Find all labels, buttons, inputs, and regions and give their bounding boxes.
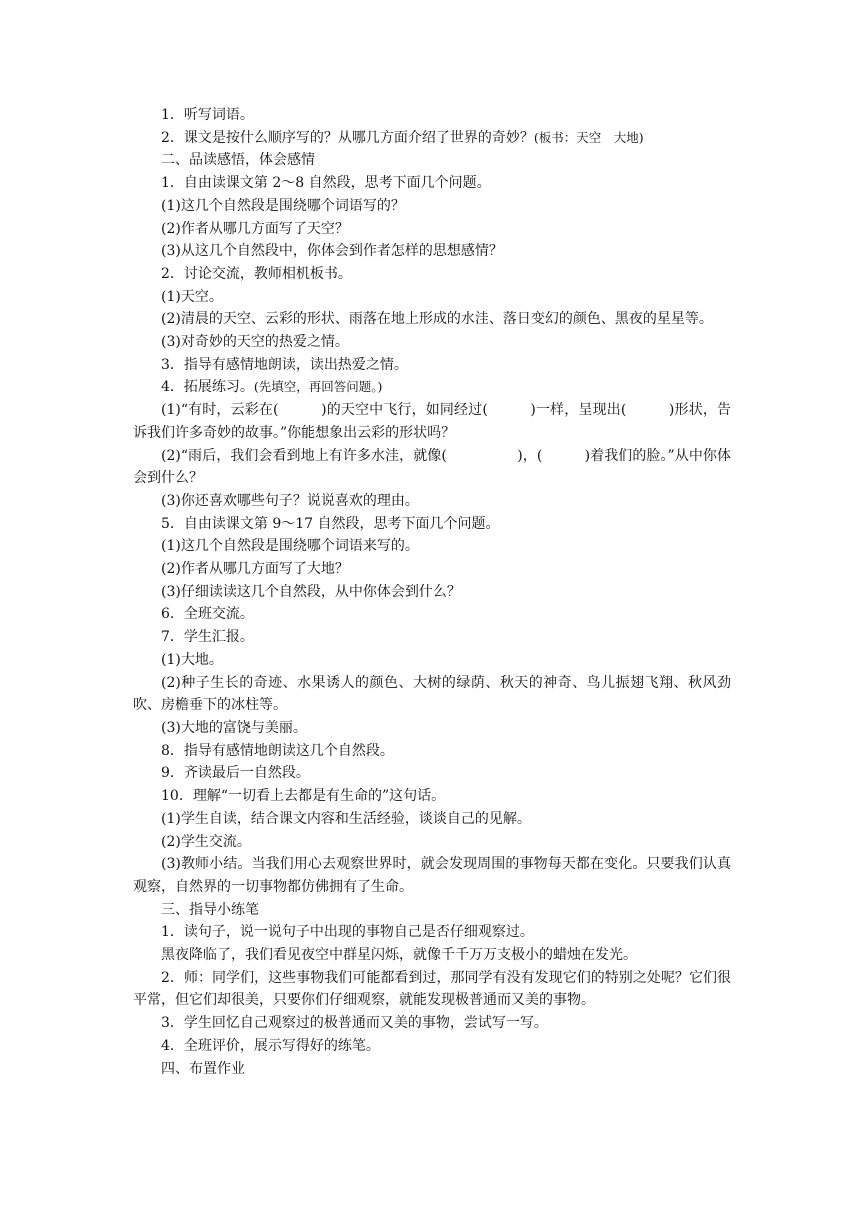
list-item: (2)学生交流。 bbox=[161, 833, 251, 850]
list-item-1: 1．听写词语。 bbox=[161, 107, 254, 123]
list-item: 1．读句子，说一说句子中出现的事物自己是否仔细观察过。 bbox=[161, 924, 534, 941]
list-item: (3)大地的富饶与美丽。 bbox=[161, 719, 307, 736]
list-item: 7．学生汇报。 bbox=[161, 629, 254, 646]
board-note: (板书：天空 大地) bbox=[533, 129, 644, 145]
list-item: 4．拓展练习。(先填空，再回答问题。) bbox=[161, 379, 383, 396]
list-item: 10．理解“一切看上去都是有生命的”这句话。 bbox=[161, 788, 446, 805]
list-item: (2)“雨后，我们会看到地上有许多水洼，就像( )，( )着我们的脸。”从中你体会到什么？ bbox=[133, 447, 731, 487]
section-heading-2: 二、品读感悟，体会感情 bbox=[161, 152, 315, 169]
list-item: 6．全班交流。 bbox=[161, 606, 254, 623]
list-item: (2)作者从哪几方面写了天空？ bbox=[161, 220, 349, 237]
list-item: 3．指导有感情地朗读，读出热爱之情。 bbox=[161, 356, 408, 373]
list-item: (2)清晨的天空、云彩的形状、雨落在地上形成的水洼、落日变幻的颜色、黑夜的星星等。 bbox=[161, 311, 713, 328]
list-item: 1．自由读课文第 2～8 自然段，思考下面几个问题。 bbox=[161, 175, 491, 192]
list-item: 2．师：同学们，这些事物我们可能都看到过，那同学有没有发现它们的特别之处呢？它们很平常，但它们却很美，只要你们仔细观察，就能发现极普通而又美的事物。 bbox=[133, 969, 731, 1009]
list-item: (1)学生自读，结合课文内容和生活经验，谈谈自己的见解。 bbox=[161, 810, 531, 827]
list-item: (1)这几个自然段是围绕哪个词语来写的。 bbox=[161, 538, 419, 555]
list-item: (2)作者从哪几方面写了大地？ bbox=[161, 561, 349, 578]
list-item: 9．齐读最后一自然段。 bbox=[161, 765, 310, 782]
list-item: (3)对奇妙的天空的热爱之情。 bbox=[161, 334, 349, 351]
list-item: 4．全班评价，展示写得好的练笔。 bbox=[161, 1037, 380, 1054]
list-item: (3)从这几个自然段中，你体会到作者怎样的思想感情？ bbox=[161, 243, 503, 260]
document-body bbox=[133, 104, 731, 1080]
section-heading-4: 四、布置作业 bbox=[161, 1060, 245, 1077]
list-item: 8．指导有感情地朗读这几个自然段。 bbox=[161, 742, 394, 759]
example-sentence: 黑夜降临了，我们看见夜空中群星闪烁，就像千千万万支极小的蜡烛在发光。 bbox=[161, 947, 637, 964]
list-item: (1)大地。 bbox=[161, 651, 223, 668]
list-item: (1)天空。 bbox=[161, 288, 223, 305]
list-item: (2)种子生长的奇迹、水果诱人的颜色、大树的绿荫、秋天的神奇、鸟儿振翅飞翔、秋风劲吹、房檐垂下的冰柱等。 bbox=[133, 674, 731, 714]
list-item: 5．自由读课文第 9～17 自然段，思考下面几个问题。 bbox=[161, 515, 500, 532]
list-item: (1)这几个自然段是围绕哪个词语写的？ bbox=[161, 197, 405, 214]
list-item-2: 2．课文是按什么顺序写的？从哪几方面介绍了世界的奇妙？(板书：天空 大地) bbox=[161, 129, 644, 146]
list-item: 2．讨论交流，教师相机板书。 bbox=[161, 265, 352, 282]
list-item: (1)“有时，云彩在( )的天空中飞行，如同经过( )一样，呈现出( )形状，告诉我们许多奇妙的故事。”你能想象出云彩的形状吗？ bbox=[133, 402, 731, 441]
list-item: (3)教师小结。当我们用心去观察世界时，就会发现周围的事物每天都在变化。只要我们认真观察，自然界的一切事物都仿佛拥有了生命。 bbox=[133, 856, 731, 895]
exercise-note: (先填空，再回答问题。) bbox=[253, 379, 383, 395]
section-heading-3: 三、指导小练笔 bbox=[161, 901, 259, 918]
list-item: 3．学生回忆自己观察过的极普通而又美的事物，尝试写一写。 bbox=[161, 1015, 548, 1032]
list-item: (3)你还喜欢哪些句子？说说喜欢的理由。 bbox=[161, 492, 419, 509]
list-item: (3)仔细读读这几个自然段，从中你体会到什么？ bbox=[161, 583, 461, 600]
